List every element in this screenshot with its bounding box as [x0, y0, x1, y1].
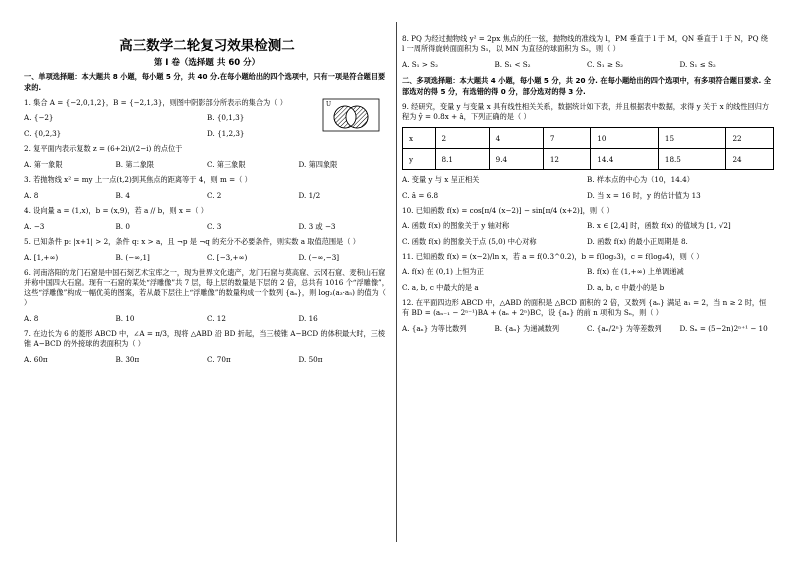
table-cell: 18.5 [658, 149, 726, 170]
option[interactable]: C. {0,2,3} [24, 129, 62, 138]
option[interactable]: D. 1/2 [298, 191, 321, 200]
option[interactable]: A. 函数 f(x) 的图象关于 y 轴对称 [402, 221, 510, 230]
option[interactable]: B. 样本点的中心为（10，14.4） [587, 175, 694, 184]
option[interactable]: A. 变量 y 与 x 呈正相关 [402, 175, 480, 184]
option[interactable]: C. 70π [207, 355, 231, 364]
table-row [403, 128, 774, 149]
left-column [24, 30, 390, 365]
question-2: 2. 复平面内表示复数 z = (6+2i)/(2−i) 的点位于 [24, 144, 183, 153]
question-11-options [402, 267, 772, 293]
option[interactable]: A. S₁ > S₂ [402, 60, 438, 69]
option[interactable]: C. 2 [207, 191, 222, 200]
question-8: 8. PQ 为经过抛物线 y² = 2px 焦点的任一弦，抛物线的准线为 l，PM 垂直于 l 于 M，QN 垂直于 l 于 N，PQ 绕 l 一周所得旋转面面积为 S₁，以 MN 为直径的球面积为 S₂，则（ ） [402, 34, 768, 53]
question-12-options [402, 324, 772, 334]
option[interactable]: A. −3 [24, 222, 45, 231]
option[interactable]: A. 8 [24, 191, 39, 200]
option[interactable]: D. 第四象限 [298, 160, 338, 169]
question-4-options [24, 222, 390, 232]
question-7-options [24, 355, 390, 365]
option[interactable]: C. 第三象限 [207, 160, 246, 169]
option[interactable]: C. 函数 f(x) 的图象关于点 (5,0) 中心对称 [402, 237, 537, 246]
option[interactable]: B. x ∈ [2,4] 时，函数 f(x) 的值域为 [1, √2] [587, 221, 731, 230]
data-table [402, 127, 774, 170]
question-2-options [24, 160, 390, 170]
option[interactable]: B. 0 [115, 222, 130, 231]
table-cell: 7 [543, 128, 590, 149]
option[interactable]: C. 3 [207, 222, 222, 231]
option[interactable]: A. 第一象限 [24, 160, 63, 169]
option[interactable]: B. 30π [115, 355, 140, 364]
option[interactable]: D. 函数 f(x) 的最小正周期是 8. [587, 237, 688, 246]
question-6-options [24, 314, 390, 324]
question-5-options [24, 253, 390, 263]
table-cell: 10 [591, 128, 659, 149]
option[interactable]: B. 第二象限 [115, 160, 155, 169]
right-column [402, 34, 772, 334]
option[interactable]: B. 10 [115, 314, 135, 323]
option[interactable]: C. S₁ ≥ S₂ [587, 60, 624, 69]
option[interactable]: A. 8 [24, 314, 39, 323]
option[interactable]: C. {aₙ/2ⁿ} 为等差数列 [587, 324, 662, 333]
question-5: 5. 已知条件 p: |x+1| > 2，条件 q: x > a，且 ¬p 是 ¬q 的充分不必要条件，则实数 a 取值范围是（ ） [24, 237, 360, 246]
table-cell: 2 [435, 128, 489, 149]
question-10-options [402, 221, 772, 247]
table-cell: 24 [726, 149, 774, 170]
question-6: 6. 河南洛阳的龙门石窟是中国石刻艺术宝库之一，现为世界文化遗产，龙门石窟与莫高窟、云冈石窟、麦积山石窟并称中国四大石窟。现有一石窟的某处“浮雕像”共 7 层，每上层的数量是下层的 2 倍，总共有 1016 个“浮雕像”，这些“浮雕像”构成一幅优美的图案，若从最下层往上“浮雕像”的数量构成一个数列 {aₙ}，则 log₂(a₃·a₅) 的值为（ ） [24, 268, 389, 307]
question-1 [24, 98, 390, 108]
question-1-text: 1. 集合 A = {−2,0,1,2}，B = {−2,1,3}，则图中阴影部分所表示的集合为（ ） [24, 98, 287, 107]
table-cell: x [403, 128, 436, 149]
option[interactable]: B. {0,1,3} [207, 113, 245, 122]
table-cell: 4 [489, 128, 543, 149]
option[interactable]: D. 当 x = 16 时，y 的估计值为 13 [587, 191, 701, 200]
exam-title: 高三数学二轮复习效果检测二 [119, 38, 295, 54]
option[interactable]: A. f(x) 在 (0,1) 上恒为正 [402, 267, 484, 276]
option[interactable]: D. Sₙ = (5−2n)2ⁿ⁺¹ − 10 [679, 324, 768, 333]
question-9-options [402, 175, 772, 201]
option[interactable]: B. (−∞,1] [115, 253, 150, 262]
option[interactable]: A. [1,+∞) [24, 253, 59, 262]
table-cell: 12 [543, 149, 590, 170]
table-cell: y [403, 149, 436, 170]
option[interactable]: D. 16 [298, 314, 318, 323]
option[interactable]: C. 12 [207, 314, 226, 323]
table-cell: 8.1 [435, 149, 489, 170]
venn-diagram [322, 98, 380, 132]
column-divider [396, 22, 397, 542]
question-3: 3. 若抛物线 x² = my 上一点(t,2)到其焦点的距离等于 4，则 m =（ ） [24, 175, 252, 184]
question-3-options [24, 191, 390, 201]
question-9: 9. 经研究，变量 y 与变量 x 具有线性相关关系，数据统计如下表，并且根据表中数据，求得 y 关于 x 的线性回归方程为 ŷ = 0.8x + â，下列正确的是（ ） [402, 102, 770, 121]
question-4: 4. 设向量 a = (1,x)，b = (x,9)，若 a // b，则 x =（ ） [24, 206, 208, 215]
option[interactable]: B. 4 [115, 191, 130, 200]
option[interactable]: D. 50π [298, 355, 323, 364]
option[interactable]: C. a, b, c 中最大的是 a [402, 283, 479, 292]
table-cell: 22 [726, 128, 774, 149]
option[interactable]: D. (−∞,−3] [298, 253, 340, 262]
option[interactable]: D. {1,2,3} [207, 129, 245, 138]
option[interactable]: A. 60π [24, 355, 48, 364]
option[interactable]: D. 3 或 −3 [298, 222, 336, 231]
option[interactable]: B. {aₙ} 为递减数列 [494, 324, 560, 333]
option[interactable]: B. f(x) 在 (1,+∞) 上单调递减 [587, 267, 684, 276]
question-11: 11. 已知函数 f(x) = (x−2)/ln x，若 a = f(0.3^0.2)，b = f(log₂3)，c = f(log₄4)，则（ ） [402, 252, 704, 261]
question-8-options [402, 60, 772, 70]
section-2-heading: 二、多项选择题：本大题共 4 小题，每小题 5 分，共 20 分. 在每小题给出的四个选项中，有多项符合题目要求. 全部选对的得 5 分，有选错的得 0 分，部分选对的得 3 分. [402, 76, 771, 96]
option[interactable]: B. S₁ < S₂ [494, 60, 531, 69]
section-1-heading: 一、单项选择题：本大题共 8 小题，每小题 5 分，共 40 分.在每小题给出的四个选项中，只有一项是符合题目要求的. [24, 72, 386, 92]
table-cell: 14.4 [591, 149, 659, 170]
option[interactable]: D. S₁ ≤ S₂ [679, 60, 716, 69]
table-cell: 9.4 [489, 149, 543, 170]
question-10: 10. 已知函数 f(x) = cos[π/4 (x−2)] − sin[π/4 (x+2)]，则（ ） [402, 206, 614, 215]
question-12: 12. 在平面四边形 ABCD 中，△ABD 的面积是 △BCD 面积的 2 倍，又数列 {aₙ} 满足 a₁ = 2，当 n ≥ 2 时，恒有 BD = (aₙ₋₁ − 2ⁿ⁻¹)BA + (aₙ + 2ⁿ)BC，设 {aₙ} 的前 n 项和为 Sₙ，则（ ） [402, 298, 767, 317]
option[interactable]: C. [−3,+∞) [207, 253, 248, 262]
option[interactable]: A. {aₙ} 为等比数列 [402, 324, 467, 333]
option[interactable]: C. â = 6.8 [402, 191, 439, 200]
table-row [403, 149, 774, 170]
exam-subtitle: 第 I 卷（选择题 共 60 分） [153, 58, 261, 68]
question-7: 7. 在边长为 6 的菱形 ABCD 中，∠A = π/3，现将 △ABD 沿 BD 折起，当三棱锥 A−BCD 的体积最大时，三棱锥 A−BCD 的外接球的表面积为（ ） [24, 329, 386, 348]
option[interactable]: D. a, b, c 中最小的是 b [587, 283, 665, 292]
option[interactable]: A. {−2} [24, 113, 54, 122]
venn-label-u: U [326, 101, 332, 108]
table-cell: 15 [658, 128, 726, 149]
